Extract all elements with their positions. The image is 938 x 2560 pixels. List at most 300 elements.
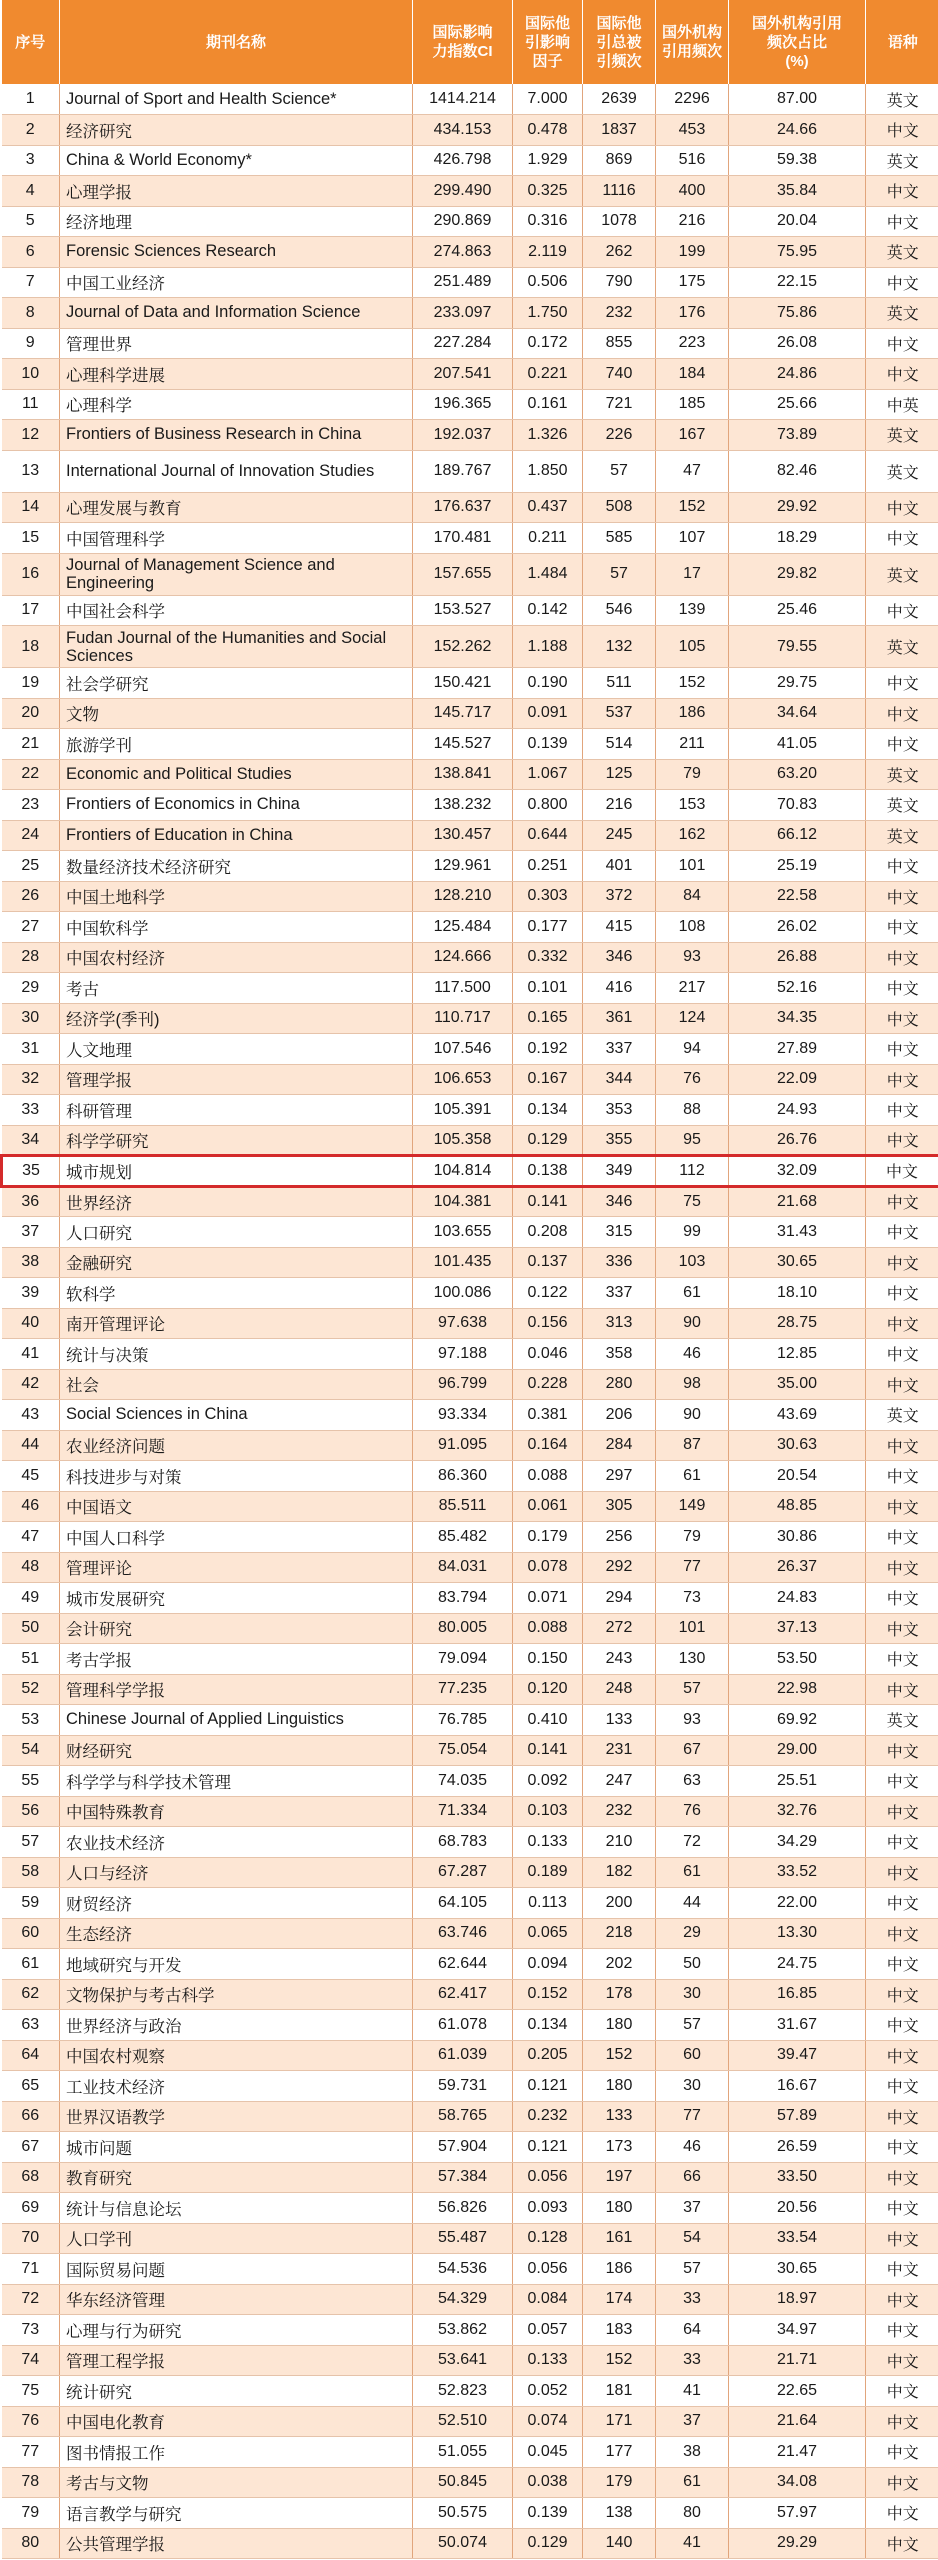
table-row	[2, 912, 938, 943]
institution-ratio-cell: 29.92	[729, 492, 866, 523]
institution-citations-cell: 153	[656, 790, 729, 821]
institution-citations-cell: 77	[656, 1552, 729, 1583]
institution-citations-cell: 67	[656, 1735, 729, 1766]
citations-cell: 174	[583, 2284, 656, 2315]
rank-cell: 19	[2, 668, 60, 699]
impact-factor-cell: 0.644	[513, 820, 583, 851]
institution-ratio-cell: 20.56	[729, 2193, 866, 2224]
impact-factor-cell: 0.046	[513, 1339, 583, 1370]
institution-citations-cell: 105	[656, 626, 729, 668]
ci-cell: 93.334	[413, 1400, 513, 1431]
ci-cell: 52.823	[413, 2376, 513, 2407]
ci-cell: 50.575	[413, 2498, 513, 2529]
impact-factor-cell: 1.484	[513, 553, 583, 595]
institution-ratio-cell: 53.50	[729, 1644, 866, 1675]
table-row	[2, 1278, 938, 1309]
impact-factor-cell: 0.332	[513, 942, 583, 973]
impact-factor-cell: 0.208	[513, 1217, 583, 1248]
institution-ratio-cell: 57.97	[729, 2498, 866, 2529]
institution-citations-cell: 223	[656, 328, 729, 359]
journal-name-cell: 科技进步与对策	[60, 1461, 413, 1492]
journal-name-cell: 中国农村观察	[60, 2040, 413, 2071]
impact-factor-cell: 0.316	[513, 206, 583, 237]
citations-cell: 346	[583, 942, 656, 973]
impact-factor-cell: 0.093	[513, 2193, 583, 2224]
table-row	[2, 2376, 938, 2407]
institution-citations-cell: 167	[656, 420, 729, 451]
rank-cell: 77	[2, 2437, 60, 2468]
language-cell: 中文	[866, 1644, 938, 1675]
impact-factor-cell: 0.165	[513, 1003, 583, 1034]
language-cell: 中文	[866, 881, 938, 912]
citations-cell: 161	[583, 2223, 656, 2254]
rank-cell: 59	[2, 1888, 60, 1919]
ci-cell: 51.055	[413, 2437, 513, 2468]
journal-name-cell: Journal of Sport and Health Science*	[60, 84, 413, 115]
rank-cell: 50	[2, 1613, 60, 1644]
rank-cell: 41	[2, 1339, 60, 1370]
institution-ratio-cell: 20.04	[729, 206, 866, 237]
table-row	[2, 1095, 938, 1126]
institution-ratio-cell: 73.89	[729, 420, 866, 451]
language-cell: 中文	[866, 1827, 938, 1858]
language-cell: 中文	[866, 1034, 938, 1065]
institution-citations-cell: 33	[656, 2284, 729, 2315]
table-row	[2, 2284, 938, 2315]
rank-cell: 63	[2, 2010, 60, 2041]
ci-cell: 83.794	[413, 1583, 513, 1614]
institution-citations-cell: 63	[656, 1766, 729, 1797]
ci-cell: 85.511	[413, 1491, 513, 1522]
institution-citations-cell: 2296	[656, 84, 729, 115]
ci-cell: 61.078	[413, 2010, 513, 2041]
impact-factor-cell: 0.177	[513, 912, 583, 943]
institution-ratio-cell: 21.47	[729, 2437, 866, 2468]
institution-ratio-cell: 70.83	[729, 790, 866, 821]
journal-name-cell: 华东经济管理	[60, 2284, 413, 2315]
rank-cell: 25	[2, 851, 60, 882]
journal-name-cell: 中国电化教育	[60, 2406, 413, 2437]
citations-cell: 173	[583, 2132, 656, 2163]
rank-cell: 1	[2, 84, 60, 115]
impact-factor-cell: 1.067	[513, 759, 583, 790]
table-row	[2, 389, 938, 420]
institution-ratio-cell: 13.30	[729, 1918, 866, 1949]
table-row	[2, 1125, 938, 1156]
rank-cell: 6	[2, 237, 60, 268]
institution-citations-cell: 93	[656, 1705, 729, 1736]
ci-cell: 56.826	[413, 2193, 513, 2224]
institution-ratio-cell: 25.46	[729, 595, 866, 626]
citations-cell: 1837	[583, 115, 656, 146]
impact-factor-cell: 0.101	[513, 973, 583, 1004]
rank-cell: 65	[2, 2071, 60, 2102]
impact-factor-cell: 0.057	[513, 2315, 583, 2346]
journal-name-cell: Journal of Data and Information Science	[60, 298, 413, 329]
ci-cell: 86.360	[413, 1461, 513, 1492]
journal-name-cell: 世界经济	[60, 1186, 413, 1217]
journal-name-cell: 城市问题	[60, 2132, 413, 2163]
institution-ratio-cell: 35.00	[729, 1369, 866, 1400]
journal-name-cell: 科研管理	[60, 1095, 413, 1126]
rank-cell: 22	[2, 759, 60, 790]
journal-name-cell: 科学学研究	[60, 1125, 413, 1156]
rank-cell: 30	[2, 1003, 60, 1034]
institution-ratio-cell: 35.84	[729, 176, 866, 207]
institution-citations-cell: 94	[656, 1034, 729, 1065]
language-cell: 中文	[866, 851, 938, 882]
institution-citations-cell: 84	[656, 881, 729, 912]
rank-cell: 12	[2, 420, 60, 451]
impact-factor-cell: 0.129	[513, 1125, 583, 1156]
language-cell: 中文	[866, 2071, 938, 2102]
institution-citations-cell: 33	[656, 2345, 729, 2376]
language-cell: 中文	[866, 2376, 938, 2407]
citations-cell: 248	[583, 1674, 656, 1705]
language-cell: 中文	[866, 1918, 938, 1949]
institution-ratio-cell: 16.85	[729, 1979, 866, 2010]
impact-factor-cell: 0.113	[513, 1888, 583, 1919]
table-row	[2, 1522, 938, 1553]
rank-cell: 7	[2, 267, 60, 298]
institution-ratio-cell: 37.13	[729, 1613, 866, 1644]
table-row	[2, 1949, 938, 1980]
language-cell: 英文	[866, 820, 938, 851]
language-cell: 中文	[866, 1430, 938, 1461]
journal-name-cell: 中国农村经济	[60, 942, 413, 973]
rank-cell: 8	[2, 298, 60, 329]
ci-cell: 145.717	[413, 698, 513, 729]
language-cell: 中文	[866, 2162, 938, 2193]
impact-factor-cell: 0.478	[513, 115, 583, 146]
citations-cell: 508	[583, 492, 656, 523]
institution-citations-cell: 57	[656, 2010, 729, 2041]
institution-citations-cell: 61	[656, 1278, 729, 1309]
institution-ratio-cell: 29.29	[729, 2528, 866, 2559]
ci-cell: 57.904	[413, 2132, 513, 2163]
citations-cell: 226	[583, 420, 656, 451]
citations-cell: 180	[583, 2071, 656, 2102]
institution-ratio-cell: 63.20	[729, 759, 866, 790]
impact-factor-cell: 0.045	[513, 2437, 583, 2468]
institution-ratio-cell: 12.85	[729, 1339, 866, 1370]
language-cell: 中文	[866, 1217, 938, 1248]
table-row	[2, 626, 938, 668]
impact-factor-cell: 0.141	[513, 1186, 583, 1217]
citations-cell: 197	[583, 2162, 656, 2193]
ci-cell: 80.005	[413, 1613, 513, 1644]
impact-factor-cell: 0.134	[513, 1095, 583, 1126]
rank-cell: 15	[2, 523, 60, 554]
institution-citations-cell: 88	[656, 1095, 729, 1126]
ci-cell: 85.482	[413, 1522, 513, 1553]
institution-citations-cell: 108	[656, 912, 729, 943]
institution-ratio-cell: 30.65	[729, 1247, 866, 1278]
journal-name-cell: 中国软科学	[60, 912, 413, 943]
institution-citations-cell: 211	[656, 729, 729, 760]
language-cell: 中文	[866, 492, 938, 523]
ci-cell: 426.798	[413, 145, 513, 176]
citations-cell: 140	[583, 2528, 656, 2559]
citations-cell: 272	[583, 1613, 656, 1644]
institution-citations-cell: 87	[656, 1430, 729, 1461]
citations-cell: 180	[583, 2010, 656, 2041]
journal-name-cell: 农业经济问题	[60, 1430, 413, 1461]
language-cell: 中文	[866, 2406, 938, 2437]
language-cell: 英文	[866, 553, 938, 595]
journal-name-cell: 人口学刊	[60, 2223, 413, 2254]
journal-name-cell: Frontiers of Economics in China	[60, 790, 413, 821]
ci-cell: 227.284	[413, 328, 513, 359]
ci-cell: 150.421	[413, 668, 513, 699]
table-row	[2, 2101, 938, 2132]
citations-cell: 1078	[583, 206, 656, 237]
citations-cell: 294	[583, 1583, 656, 1614]
table-row	[2, 298, 938, 329]
rank-cell: 42	[2, 1369, 60, 1400]
language-cell: 中文	[866, 2284, 938, 2315]
impact-factor-cell: 0.074	[513, 2406, 583, 2437]
language-cell: 中文	[866, 115, 938, 146]
ci-cell: 105.358	[413, 1125, 513, 1156]
institution-citations-cell: 61	[656, 1857, 729, 1888]
language-cell: 中文	[866, 1796, 938, 1827]
institution-citations-cell: 76	[656, 1064, 729, 1095]
rank-cell: 56	[2, 1796, 60, 1827]
ci-cell: 196.365	[413, 389, 513, 420]
citations-cell: 152	[583, 2040, 656, 2071]
journal-name-cell: 语言教学与研究	[60, 2498, 413, 2529]
rank-cell: 3	[2, 145, 60, 176]
language-cell: 中文	[866, 2193, 938, 2224]
institution-ratio-cell: 32.76	[729, 1796, 866, 1827]
journal-name-cell: 考古学报	[60, 1644, 413, 1675]
institution-citations-cell: 60	[656, 2040, 729, 2071]
impact-factor-cell: 0.056	[513, 2254, 583, 2285]
journal-name-cell: 工业技术经济	[60, 2071, 413, 2102]
institution-ratio-cell: 21.68	[729, 1186, 866, 1217]
citations-cell: 125	[583, 759, 656, 790]
table-row	[2, 1308, 938, 1339]
rank-cell: 62	[2, 1979, 60, 2010]
impact-factor-cell: 0.137	[513, 1247, 583, 1278]
rank-cell: 71	[2, 2254, 60, 2285]
impact-factor-cell: 0.167	[513, 1064, 583, 1095]
ci-cell: 91.095	[413, 1430, 513, 1461]
citations-cell: 186	[583, 2254, 656, 2285]
impact-factor-cell: 0.437	[513, 492, 583, 523]
rank-cell: 64	[2, 2040, 60, 2071]
institution-ratio-cell: 33.50	[729, 2162, 866, 2193]
impact-factor-cell: 0.800	[513, 790, 583, 821]
ci-cell: 97.638	[413, 1308, 513, 1339]
rank-cell: 10	[2, 359, 60, 390]
ci-cell: 192.037	[413, 420, 513, 451]
institution-ratio-cell: 59.38	[729, 145, 866, 176]
citations-cell: 537	[583, 698, 656, 729]
impact-factor-cell: 0.221	[513, 359, 583, 390]
table-row	[2, 759, 938, 790]
ci-cell: 53.641	[413, 2345, 513, 2376]
journal-name-cell: 心理发展与教育	[60, 492, 413, 523]
institution-citations-cell: 76	[656, 1796, 729, 1827]
institution-citations-cell: 79	[656, 1522, 729, 1553]
impact-factor-cell: 0.156	[513, 1308, 583, 1339]
header-institution-citations: 国外机构 引用频次	[656, 0, 729, 84]
language-cell: 中文	[866, 912, 938, 943]
rank-cell: 28	[2, 942, 60, 973]
institution-citations-cell: 217	[656, 973, 729, 1004]
language-cell: 中文	[866, 1339, 938, 1370]
institution-citations-cell: 75	[656, 1186, 729, 1217]
journal-name-cell: 人口与经济	[60, 1857, 413, 1888]
institution-citations-cell: 46	[656, 1339, 729, 1370]
rank-cell: 74	[2, 2345, 60, 2376]
impact-factor-cell: 0.205	[513, 2040, 583, 2071]
journal-name-cell: 管理评论	[60, 1552, 413, 1583]
language-cell: 中文	[866, 2315, 938, 2346]
header-ci: 国际影响 力指数CI	[413, 0, 513, 84]
journal-name-cell: 教育研究	[60, 2162, 413, 2193]
rank-cell: 57	[2, 1827, 60, 1858]
ci-cell: 434.153	[413, 115, 513, 146]
impact-factor-cell: 0.251	[513, 851, 583, 882]
impact-factor-cell: 0.506	[513, 267, 583, 298]
institution-citations-cell: 30	[656, 1979, 729, 2010]
table-row-highlighted	[2, 1156, 938, 1187]
institution-citations-cell: 101	[656, 1613, 729, 1644]
ci-cell: 53.862	[413, 2315, 513, 2346]
rank-cell: 38	[2, 1247, 60, 1278]
impact-factor-cell: 0.103	[513, 1796, 583, 1827]
rank-cell: 80	[2, 2528, 60, 2559]
citations-cell: 585	[583, 523, 656, 554]
table-row	[2, 2010, 938, 2041]
ci-cell: 105.391	[413, 1095, 513, 1126]
language-cell: 中文	[866, 1888, 938, 1919]
rank-cell: 16	[2, 553, 60, 595]
rank-cell: 44	[2, 1430, 60, 1461]
institution-citations-cell: 112	[656, 1156, 729, 1187]
ci-cell: 52.510	[413, 2406, 513, 2437]
institution-citations-cell: 66	[656, 2162, 729, 2193]
journal-name-cell: 城市发展研究	[60, 1583, 413, 1614]
institution-ratio-cell: 82.46	[729, 450, 866, 492]
ci-cell: 61.039	[413, 2040, 513, 2071]
impact-factor-cell: 0.121	[513, 2132, 583, 2163]
journal-name-cell: Economic and Political Studies	[60, 759, 413, 790]
language-cell: 中文	[866, 359, 938, 390]
institution-ratio-cell: 24.75	[729, 1949, 866, 1980]
journal-name-cell: 中国人口科学	[60, 1522, 413, 1553]
institution-ratio-cell: 34.08	[729, 2467, 866, 2498]
language-cell: 英文	[866, 790, 938, 821]
journal-name-cell: 统计研究	[60, 2376, 413, 2407]
language-cell: 中文	[866, 328, 938, 359]
table-row	[2, 851, 938, 882]
impact-factor-cell: 0.139	[513, 729, 583, 760]
citations-cell: 57	[583, 450, 656, 492]
ci-cell: 64.105	[413, 1888, 513, 1919]
rank-cell: 72	[2, 2284, 60, 2315]
institution-citations-cell: 139	[656, 595, 729, 626]
table-row	[2, 206, 938, 237]
impact-factor-cell: 0.141	[513, 1735, 583, 1766]
institution-citations-cell: 98	[656, 1369, 729, 1400]
rank-cell: 33	[2, 1095, 60, 1126]
table-row	[2, 698, 938, 729]
citations-cell: 256	[583, 1522, 656, 1553]
impact-factor-cell: 1.326	[513, 420, 583, 451]
journal-name-cell: 人口研究	[60, 1217, 413, 1248]
institution-ratio-cell: 30.65	[729, 2254, 866, 2285]
language-cell: 中文	[866, 595, 938, 626]
institution-ratio-cell: 26.88	[729, 942, 866, 973]
institution-ratio-cell: 21.64	[729, 2406, 866, 2437]
language-cell: 中文	[866, 2498, 938, 2529]
institution-citations-cell: 79	[656, 759, 729, 790]
table-row	[2, 523, 938, 554]
institution-ratio-cell: 16.67	[729, 2071, 866, 2102]
institution-ratio-cell: 24.93	[729, 1095, 866, 1126]
table-row	[2, 1339, 938, 1370]
citations-cell: 349	[583, 1156, 656, 1187]
institution-citations-cell: 185	[656, 389, 729, 420]
impact-factor-cell: 0.164	[513, 1430, 583, 1461]
language-cell: 中文	[866, 2101, 938, 2132]
rank-cell: 43	[2, 1400, 60, 1431]
table-row	[2, 359, 938, 390]
table-row	[2, 1583, 938, 1614]
language-cell: 中英	[866, 389, 938, 420]
institution-citations-cell: 38	[656, 2437, 729, 2468]
table-row	[2, 2223, 938, 2254]
table-row	[2, 1552, 938, 1583]
institution-citations-cell: 41	[656, 2528, 729, 2559]
impact-factor-cell: 0.189	[513, 1857, 583, 1888]
institution-citations-cell: 99	[656, 1217, 729, 1248]
table-row	[2, 2132, 938, 2163]
ci-cell: 130.457	[413, 820, 513, 851]
institution-ratio-cell: 25.66	[729, 389, 866, 420]
journal-name-cell: 文物保护与考古科学	[60, 1979, 413, 2010]
rank-cell: 76	[2, 2406, 60, 2437]
citations-cell: 243	[583, 1644, 656, 1675]
rank-cell: 26	[2, 881, 60, 912]
journal-name-cell: 中国工业经济	[60, 267, 413, 298]
journal-name-cell: 世界汉语教学	[60, 2101, 413, 2132]
ci-cell: 62.417	[413, 1979, 513, 2010]
table-row	[2, 1857, 938, 1888]
institution-ratio-cell: 21.71	[729, 2345, 866, 2376]
language-cell: 中文	[866, 2528, 938, 2559]
institution-citations-cell: 101	[656, 851, 729, 882]
language-cell: 中文	[866, 2254, 938, 2285]
citations-cell: 280	[583, 1369, 656, 1400]
table-row	[2, 1186, 938, 1217]
ci-cell: 74.035	[413, 1766, 513, 1797]
journal-name-cell: 考古与文物	[60, 2467, 413, 2498]
ci-cell: 97.188	[413, 1339, 513, 1370]
ci-cell: 157.655	[413, 553, 513, 595]
citations-cell: 353	[583, 1095, 656, 1126]
citations-cell: 358	[583, 1339, 656, 1370]
institution-ratio-cell: 25.19	[729, 851, 866, 882]
rank-cell: 78	[2, 2467, 60, 2498]
institution-ratio-cell: 29.82	[729, 553, 866, 595]
institution-citations-cell: 107	[656, 523, 729, 554]
language-cell: 中文	[866, 2223, 938, 2254]
